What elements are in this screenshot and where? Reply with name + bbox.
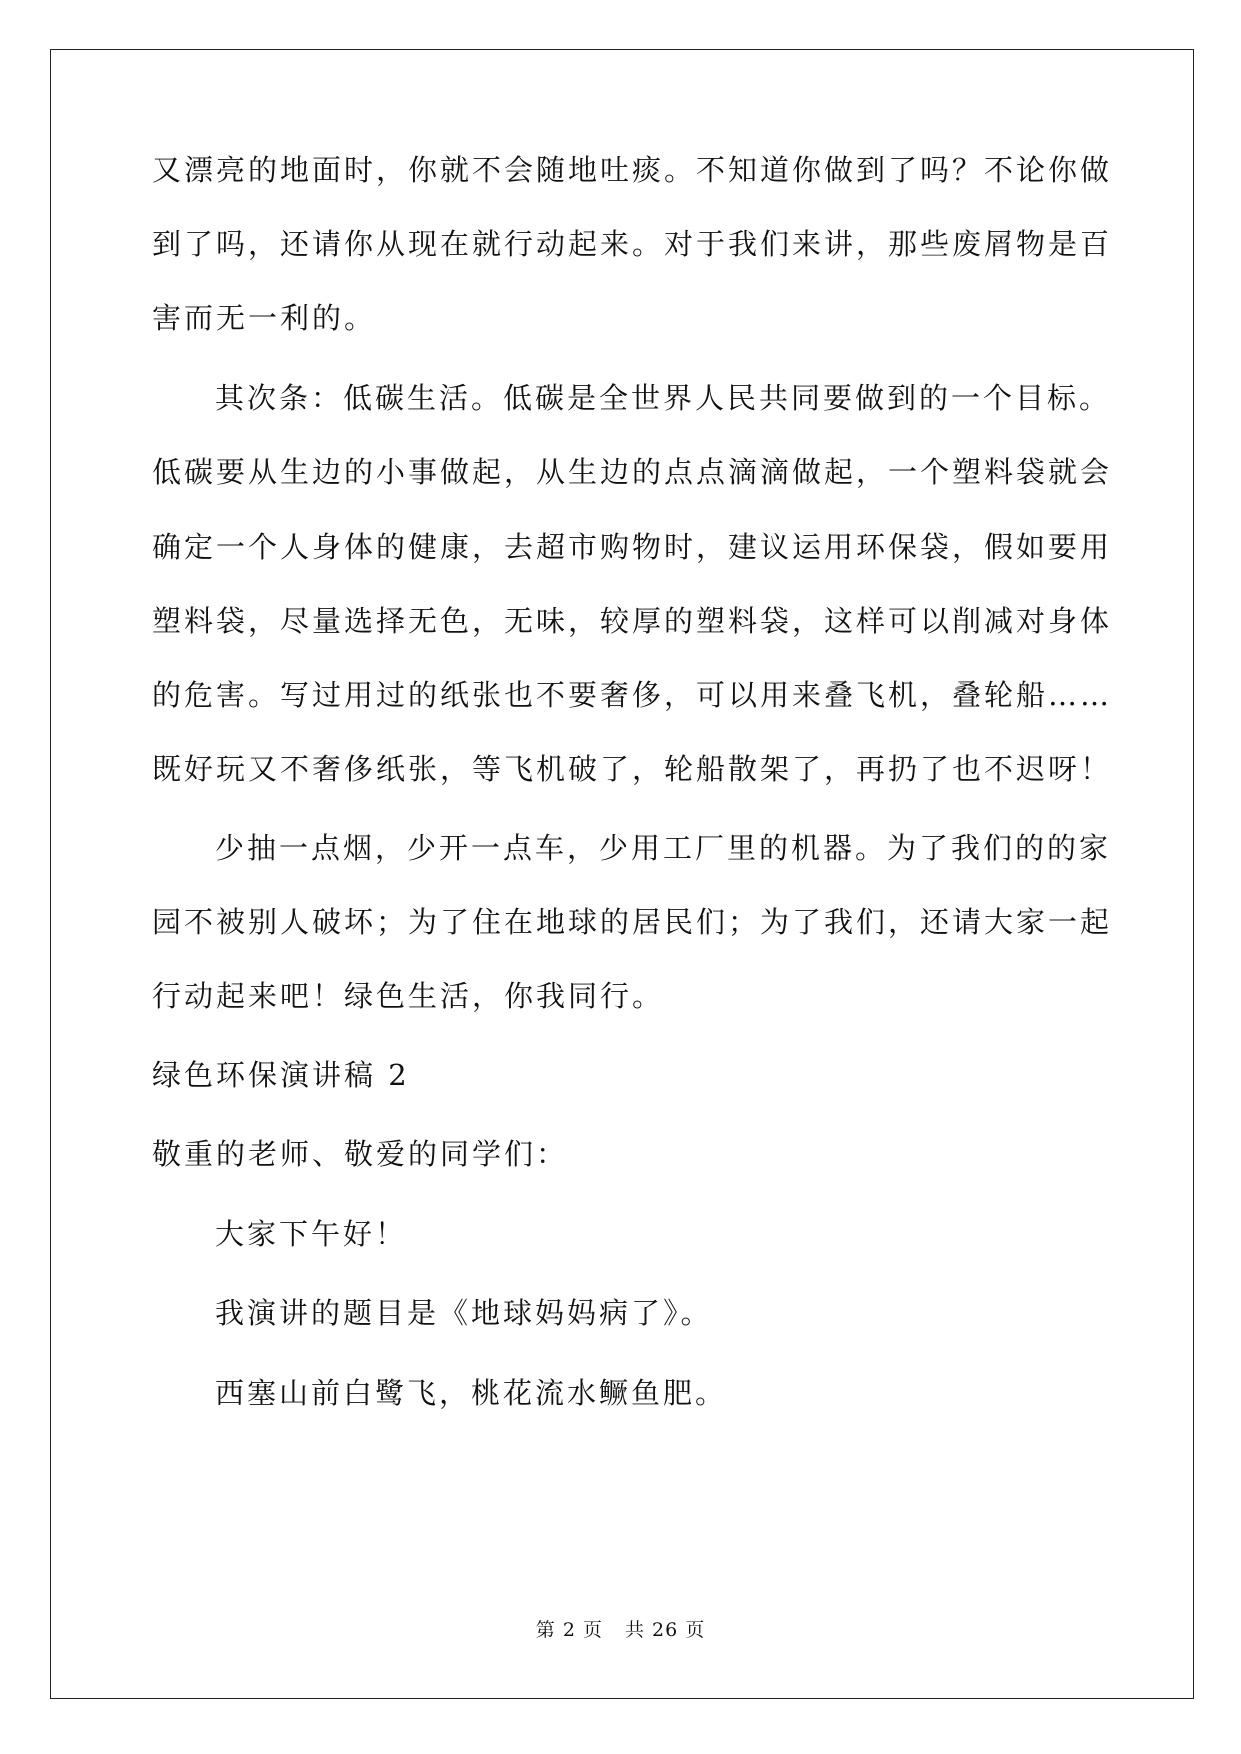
paragraph-line: 的危害。写过用过的纸张也不要奢侈，可以用来叠飞机，叠轮船…… [152,678,1113,712]
page-total: 共 26 页 [624,1619,706,1641]
paragraph-line: 园不被别人破坏；为了住在地球的居民们；为了我们，还请大家一起 [152,905,1113,939]
greeting: 大家下午好！ [215,1217,408,1251]
paragraph-line: 既好玩又不奢侈纸张，等飞机破了，轮船散架了，再扔了也不迟呀！ [152,752,1113,786]
page-footer [0,1618,1241,1642]
salutation: 敬重的老师、敬爱的同学们： [152,1137,569,1171]
paragraph-line: 到了吗，还请你从现在就行动起来。对于我们来讲，那些废屑物是百 [152,227,1113,261]
paragraph-line: 确定一个人身体的健康，去超市购物时，建议运用环保袋，假如要用 [152,530,1113,564]
paragraph-line: 其次条：低碳生活。低碳是全世界人民共同要做到的一个目标。 [215,381,1112,415]
paragraph-line: 害而无一利的。 [152,301,377,335]
section-heading: 绿色环保演讲稿 2 [152,1058,410,1092]
paragraph-line: 我演讲的题目是《地球妈妈病了》。 [215,1296,713,1330]
paragraph-line: 又漂亮的地面时，你就不会随地吐痰。不知道你做到了吗？不论你做 [152,153,1113,187]
paragraph-line: 低碳要从生边的小事做起，从生边的点点滴滴做起，一个塑料袋就会 [152,455,1113,489]
page-number: 第 2 页 [535,1619,603,1641]
paragraph-line: 少抽一点烟，少开一点车，少用工厂里的机器。为了我们的的家 [215,831,1112,865]
page-border [50,49,1194,1699]
paragraph-line: 西塞山前白鹭飞，桃花流水鳜鱼肥。 [215,1376,728,1410]
paragraph-line: 行动起来吧！绿色生活，你我同行。 [152,979,665,1013]
paragraph-line: 塑料袋，尽量选择无色，无味，较厚的塑料袋，这样可以削减对身体 [152,604,1113,638]
